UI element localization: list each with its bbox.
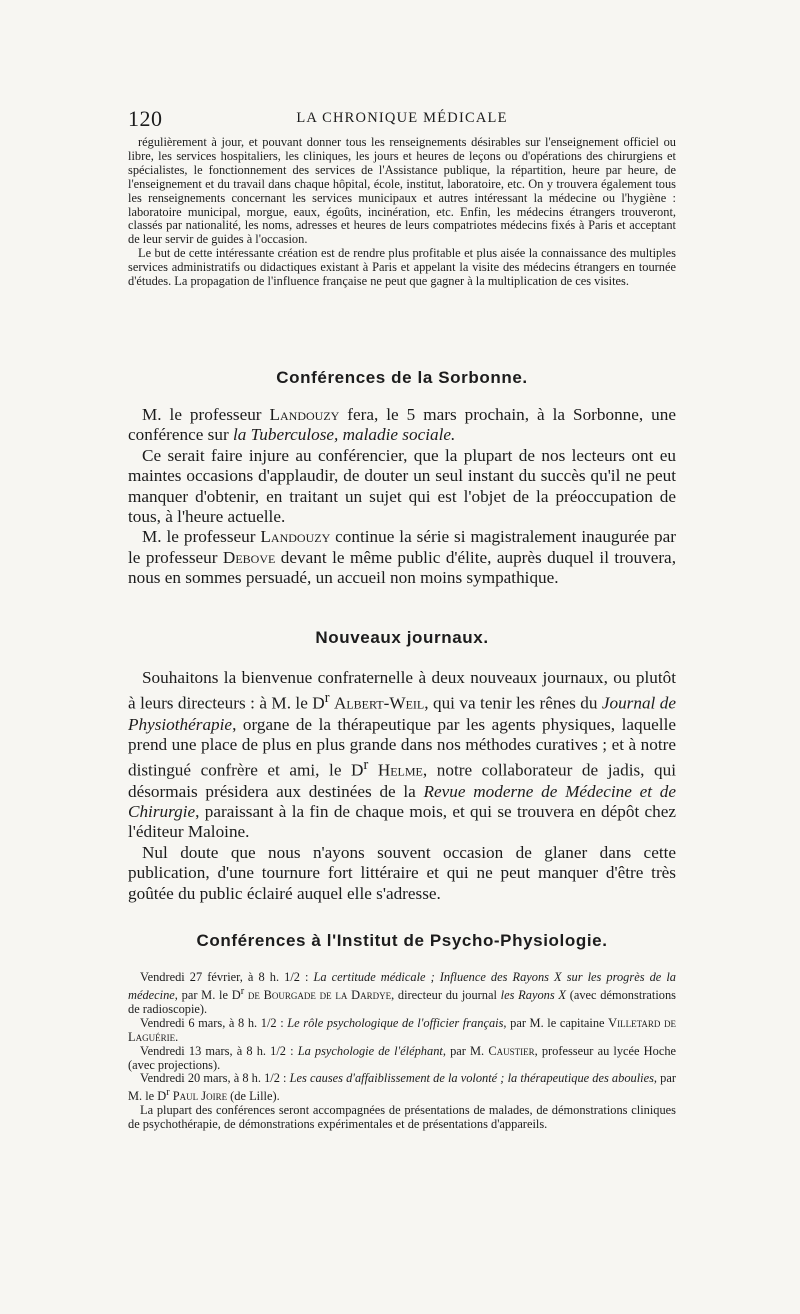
intro-section [128,136,676,289]
person-name: Debove [222,547,276,567]
lecture-title: la Tuberculose, maladie sociale. [232,425,456,445]
program-entry: Vendredi 13 mars, à 8 h. 1/2 : La psychologie de l'éléphant, par M. Caustier, professeur au lycée Hoche (avec projections). [128,1043,677,1072]
program-entry: Vendredi 20 mars, à 8 h. 1/2 : Les causes d'affaiblissement de la volonté ; la thérapeutique des aboulies, par M. le $D^r$ Paul Joire (de Lille). [128,1071,676,1104]
running-title: LA CHRONIQUE MÉDICALE [296,110,508,126]
person-name: Villetard de Laguérie [128,1015,676,1044]
person-name: Landouzy [260,527,331,547]
intro-paragraph: Le but de cette intéressante création est de rendre plus profitable et plus aisée la connaissance des multiples services administratifs ou didactiques existant à Paris et appelant la visite des médecins étrangers en tournée d'études. La propagation de l'influence française ne peut que gagner à la multiplication de ces visites. [128,246,676,289]
program-entry: Vendredi 27 février, à 8 h. 1/2 : La certitude médicale ; Influence des Rayons X sur les progrès de la médecine, par M. le $D^r$ de Bourgade de la Dardye, directeur du journal les Rayons X (avec démonstrations de radioscopie). [128,970,676,1016]
page-header [128,106,676,131]
institut-section [128,971,676,1132]
intro-paragraph: régulièrement à jour, et pouvant donner tous les renseignements désirables sur l'enseignement officiel ou libre, les services hospitaliers, les cliniques, les jours et heures de leçons ou d'opérations des chirurgiens et spécialistes, le fonctionnement des services de l'Assistance publique, la répartition, heure par heure, de l'enseignement et du travail dans chaque hôpital, école, institut, laboratoire, etc. On y trouvera également tous les renseignements concernant les services municipaux et autres intéressant la médecine ou l'hygiène : laboratoire municipal, morgue, eaux, égoûts, incinération, etc. Enfin, les médecins étrangers trouveront, classés par nationalité, les noms, adresses et heures de leurs compatriotes médecins fixés à Paris et acceptant de leur servir de guides à l'occasion. [128,135,676,247]
journaux-heading: Nouveaux journaux. [315,628,489,647]
person-name: Landouzy [269,405,340,424]
sorbonne-section [128,405,676,589]
sorbonne-heading: Conférences de la Sorbonne. [276,368,528,387]
person-name: de Bourgade de la Dardye [247,988,392,1003]
journal-title: Revue moderne de Médecine et de Chirurgie [128,781,676,821]
person-name: Caustier [488,1043,535,1058]
institut-heading: Conférences à l'Institut de Psycho-Physiologie. [196,931,608,950]
person-name: Helme [377,761,423,781]
person-name: Albert-Weil [333,694,425,714]
sorbonne-paragraph: M. le professeur Landouzy continue la série si magistralement inaugurée par le professeur Debove devant le même public d'élite, auprès duquel il trouvera, nous en sommes persuadé, un accueil non moins sympathique. [128,527,676,588]
program-closing: La plupart des conférences seront accompagnées de présentations de malades, de démonstrations cliniques de psychothérapie, de démonstrations expérimentales et de présentations d'appareils. [128,1103,676,1132]
page-number: 120 [128,106,163,131]
sorbonne-paragraph: Ce serait faire injure au conférencier, que la plupart de nos lecteurs ont eu maintes occasions d'applaudir, de douter un seul instant du succès qu'il ne peut manquer d'obtenir, en traitant un sujet qui est l'objet de la préoccupation de tous, à l'heure actuelle. [128,445,676,527]
journaux-paragraph: Souhaitons la bienvenue confraternelle à deux nouveaux journaux, ou plutôt à leurs directeurs : à M. le $D^r$ Albert-Weil, qui va tenir les rênes du Journal de Physiothérapie, organe de la thérapeutique par les agents physiques, laquelle prend une place de plus en plus grande dans nos méthodes curatives ; et à notre distingué confrère et ami, le $D^r$ Helme, notre collaborateur de jadis, qui désormais présidera aux destinées de la Revue moderne de Médecine et de Chirurgie, paraissant à la fin de chaque mois, et qui se trouvera en dépôt chez l'éditeur Maloine. [128,668,676,842]
person-name: Paul Joire [172,1089,228,1104]
program-entry: Vendredi 6 mars, à 8 h. 1/2 : Le rôle psychologique de l'officier français, par M. le capitaine Villetard de Laguérie. [128,1015,676,1044]
journal-title: Journal de Physiothérapie [128,694,676,734]
journaux-section [128,668,676,904]
sorbonne-paragraph: M. le professeur Landouzy fera, le 5 mars prochain, à la Sorbonne, une conférence sur la Tuberculose, maladie sociale. [128,405,676,445]
journaux-paragraph: Nul doute que nous n'ayons souvent occasion de glaner dans cette publication, d'une tournure fort littéraire et qui ne peut manquer d'être très goûtée du public éclairé auquel elle s'adresse. [128,842,676,903]
